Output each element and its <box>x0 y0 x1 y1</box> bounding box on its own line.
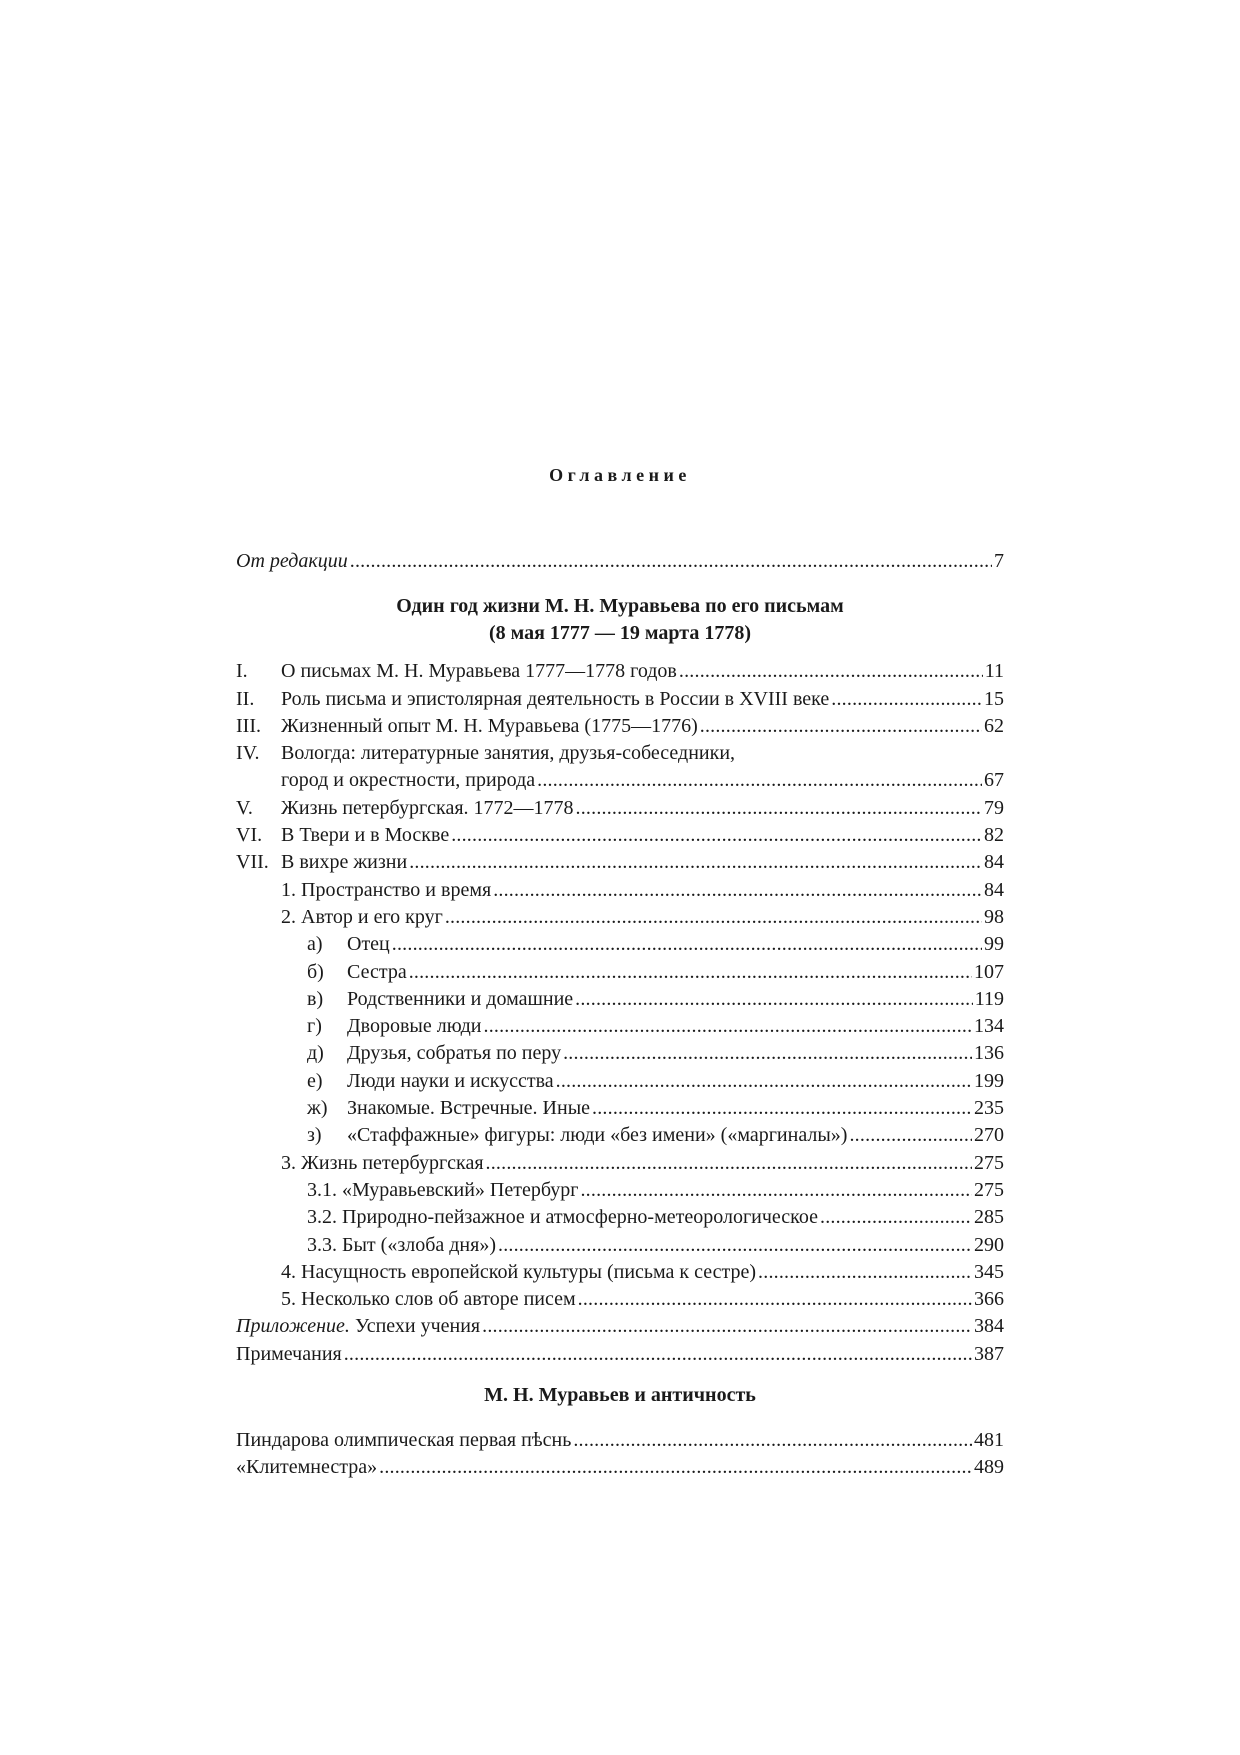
toc-page-number: 199 <box>974 1069 1004 1092</box>
toc-page-number: 481 <box>974 1429 1004 1452</box>
toc-entry-section-3[interactable] <box>236 1150 1004 1177</box>
toc-entry-circle-e[interactable] <box>236 1068 1004 1095</box>
toc-page-number: 345 <box>974 1260 1004 1283</box>
dot-leader <box>580 1177 972 1204</box>
part1-heading: Один год жизни М. Н. Муравьева по его письмам <box>396 595 844 618</box>
dot-leader <box>576 795 982 822</box>
toc-entry-section-3-3[interactable] <box>236 1232 1004 1259</box>
dot-leader <box>392 931 982 958</box>
toc-entry-label: Примечания <box>236 1342 342 1365</box>
toc-entry-label: О письмах М. Н. Муравьева 1777—1778 годов <box>281 660 677 683</box>
toc-page-number: 62 <box>984 714 1004 737</box>
toc-entry-label: 5. Несколько слов об авторе писем <box>281 1288 576 1311</box>
toc-entry-label: «Клитемнестра» <box>236 1456 378 1479</box>
dot-leader <box>482 1313 972 1340</box>
part1-heading-dates: (8 мая 1777 — 19 марта 1778) <box>488 622 752 645</box>
dot-leader <box>350 548 992 575</box>
chapter-number: VI. <box>236 824 263 847</box>
toc-page-number: 7 <box>994 550 1004 572</box>
toc-page-number: 366 <box>974 1288 1004 1311</box>
toc-page-number: 99 <box>984 933 1004 956</box>
toc-page-number: 79 <box>984 796 1004 819</box>
toc-entry-label: Жизнь петербургская. 1772—1778 <box>281 796 574 819</box>
dot-leader <box>537 767 982 794</box>
dot-leader <box>409 849 982 876</box>
dot-leader <box>486 1150 972 1177</box>
toc-entry-circle-g[interactable] <box>236 1013 1004 1040</box>
item-letter: д) <box>307 1042 324 1065</box>
toc-entry-label: 1. Пространство и время <box>281 878 492 901</box>
toc-entry-label: В вихре жизни <box>281 851 408 874</box>
toc-entry-section-4[interactable] <box>236 1259 1004 1286</box>
toc-entry-circle-zh[interactable] <box>236 1095 1004 1122</box>
toc-page-number: 285 <box>974 1206 1004 1229</box>
table-of-contents <box>236 548 1004 1482</box>
toc-entry-label-continued: город и окрестности, природа <box>281 769 536 792</box>
toc-entry-chapter-4-continued[interactable] <box>236 767 1004 794</box>
appendix-italic-label: Приложение. <box>236 1315 350 1338</box>
toc-page-number: 11 <box>984 660 1004 683</box>
toc-entry-label: Друзья, собратья по перу <box>347 1042 562 1065</box>
toc-entry-label: Жизненный опыт М. Н. Муравьева (1775—1776) <box>281 714 698 737</box>
chapter-number: I. <box>236 660 248 683</box>
chapter-number: III. <box>236 714 261 737</box>
toc-entry-chapter-5[interactable] <box>236 795 1004 822</box>
toc-page-number: 84 <box>984 851 1004 874</box>
dot-leader <box>575 986 973 1013</box>
toc-entry-section-5[interactable] <box>236 1286 1004 1313</box>
toc-entry-label: 3.2. Природно-пейзажное и атмосферно-метеорологическое <box>307 1206 818 1229</box>
dot-leader <box>493 877 982 904</box>
toc-entry-chapter-1[interactable] <box>236 658 1004 685</box>
toc-entry-label: Сестра <box>347 960 407 983</box>
toc-entry-section-3-2[interactable] <box>236 1204 1004 1231</box>
toc-entry-label: 3.3. Быт («злоба дня») <box>307 1233 496 1256</box>
toc-entry-chapter-6[interactable] <box>236 822 1004 849</box>
dot-leader <box>556 1068 972 1095</box>
toc-entry-label: 2. Автор и его круг <box>281 905 443 928</box>
dot-leader <box>484 1013 973 1040</box>
toc-page-number: 275 <box>974 1178 1004 1201</box>
toc-entry-label: Дворовые люди <box>347 1015 482 1038</box>
dot-leader <box>849 1122 972 1149</box>
toc-entry-label: «Стаффажные» фигуры: люди «без имени» («маргиналы») <box>347 1124 848 1147</box>
toc-page-number: 387 <box>974 1342 1004 1365</box>
toc-entry-circle-v[interactable] <box>236 986 1004 1013</box>
toc-entry-section-3-1[interactable] <box>236 1177 1004 1204</box>
chapter-number: II. <box>236 687 255 710</box>
toc-page-number: 98 <box>984 905 1004 928</box>
toc-entry-label: Пиндарова олимпическая первая пѣснь <box>236 1429 572 1452</box>
toc-entry-pindar[interactable] <box>236 1427 1004 1454</box>
toc-page-number: 270 <box>974 1124 1004 1147</box>
toc-entry-label: Роль письма и эпистолярная деятельность в России в XVIII веке <box>281 687 830 710</box>
page-title: Оглавление <box>549 465 691 485</box>
chapter-number: V. <box>236 796 253 819</box>
dot-leader <box>573 1427 972 1454</box>
toc-entry-label: Родственники и домашние <box>347 987 574 1010</box>
toc-entry-circle-d[interactable] <box>236 1040 1004 1067</box>
toc-page-number: 67 <box>984 769 1004 792</box>
part2-heading: М. Н. Муравьев и античность <box>484 1384 756 1407</box>
toc-page-number: 119 <box>974 987 1004 1010</box>
item-letter: в) <box>307 987 324 1010</box>
chapter-number: IV. <box>236 742 260 765</box>
toc-entry-label: Вологда: литературные занятия, друзья-собеседники, <box>281 742 736 765</box>
dot-leader <box>679 658 983 685</box>
dot-leader <box>758 1259 972 1286</box>
toc-page-number: 136 <box>974 1042 1004 1065</box>
item-letter: б) <box>307 960 324 983</box>
dot-leader <box>700 713 982 740</box>
item-letter: а) <box>307 933 323 956</box>
toc-entry-section-2[interactable] <box>236 904 1004 931</box>
toc-entry-circle-z[interactable] <box>236 1122 1004 1149</box>
item-letter: е) <box>307 1069 323 1092</box>
toc-page-number: 82 <box>984 824 1004 847</box>
dot-leader <box>344 1341 972 1368</box>
toc-entry-label: Знакомые. Встречные. Иные <box>347 1097 591 1120</box>
toc-entry-label: Отец <box>347 933 390 956</box>
toc-entry-circle-a[interactable] <box>236 931 1004 958</box>
dot-leader <box>831 686 982 713</box>
dot-leader <box>379 1454 972 1481</box>
toc-page-number: 290 <box>974 1233 1004 1256</box>
toc-entry-chapter-4[interactable] <box>236 740 1004 767</box>
dot-leader <box>820 1204 972 1231</box>
toc-entry-circle-b[interactable] <box>236 959 1004 986</box>
toc-page-number: 134 <box>974 1015 1004 1038</box>
toc-page-number: 84 <box>984 878 1004 901</box>
toc-entry-label: 4. Насущность европейской культуры (письма к сестре) <box>281 1260 757 1283</box>
dot-leader <box>578 1286 972 1313</box>
dot-leader <box>409 959 972 986</box>
toc-page-number: 15 <box>984 687 1004 710</box>
toc-entry-appendix[interactable] <box>236 1313 1004 1340</box>
item-letter: ж) <box>307 1097 328 1120</box>
toc-page-number: 275 <box>974 1151 1004 1174</box>
toc-page-number: 235 <box>974 1097 1004 1120</box>
toc-entry-label: Люди науки и искусства <box>347 1069 554 1092</box>
dot-leader <box>445 904 982 931</box>
toc-entry-chapter-3[interactable] <box>236 713 1004 740</box>
toc-entry-label: 3.1. «Муравьевский» Петербург <box>307 1178 579 1201</box>
toc-entry-notes[interactable] <box>236 1341 1004 1368</box>
dot-leader <box>451 822 982 849</box>
toc-entry-section-1[interactable] <box>236 877 1004 904</box>
toc-entry-chapter-2[interactable] <box>236 686 1004 713</box>
toc-entry-clytemnestra[interactable] <box>236 1454 1004 1481</box>
chapter-number: VII. <box>236 851 269 874</box>
toc-page-number: 107 <box>974 960 1004 983</box>
dot-leader <box>563 1040 972 1067</box>
toc-entry-label: 3. Жизнь петербургская <box>281 1151 484 1174</box>
toc-entry-intro[interactable] <box>236 548 1004 575</box>
toc-entry-label: Успехи учения <box>354 1315 481 1338</box>
item-letter: г) <box>307 1015 322 1038</box>
dot-leader <box>498 1232 972 1259</box>
toc-entry-chapter-7[interactable] <box>236 849 1004 876</box>
toc-page-number: 384 <box>974 1315 1004 1338</box>
toc-entry-label: От редакции <box>236 550 348 572</box>
item-letter: з) <box>307 1124 322 1147</box>
toc-page-number: 489 <box>974 1456 1004 1479</box>
toc-entry-label: В Твери и в Москве <box>281 824 450 847</box>
dot-leader <box>592 1095 972 1122</box>
